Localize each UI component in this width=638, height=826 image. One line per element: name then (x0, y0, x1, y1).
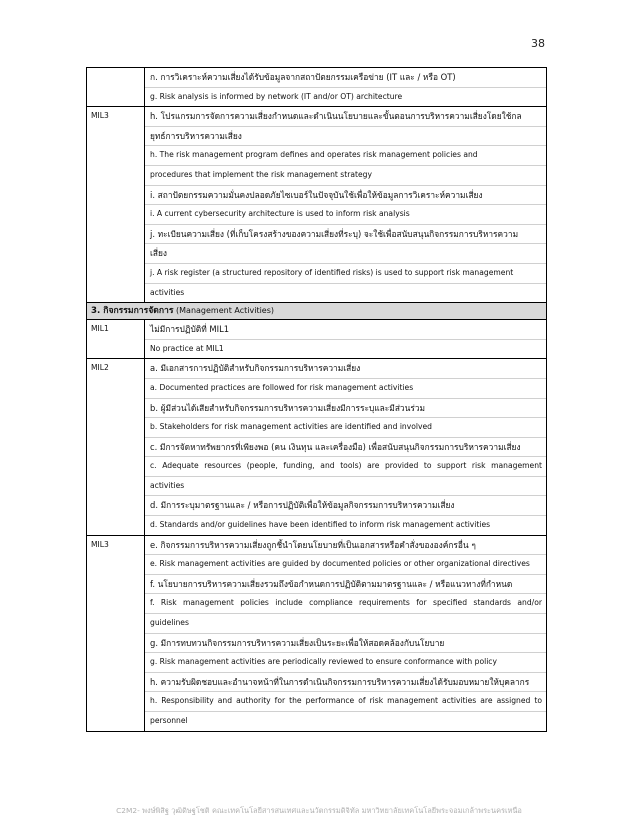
practice-line: personnel (150, 716, 188, 725)
practice-line: h. The risk management program defines and operates risk management policies and (145, 146, 546, 166)
practice-line: ไม่มีการปฏิบัติที่ MIL1 (145, 320, 546, 340)
practice-line: g. Risk analysis is informed by network (IT and/or OT) architecture (150, 91, 403, 101)
practice-line: b. Stakeholders for risk management activities are identified and involved (145, 418, 546, 438)
practice-line: ยุทธ์การบริหารความเสี่ยง (145, 127, 546, 147)
page-footer: C2M2- พงษ์พิสิฐ วุฒิดิษฐโชติ คณะเทคโนโลยีสารสนเทศและนวัตกรรมดิจิทัล มหาวิทยาลัยเทคโนโลยีพระจอมเกล้าพระนครเหนือ (116, 806, 522, 815)
practice-line: j. ทะเบียนความเสี่ยง (ที่เก็บโครงสร้างของความเสี่ยงที่ระบุ) จะใช้เพื่อสนับสนุนกิจกรรมการบริหารความ (145, 225, 546, 245)
section-title-en: (Management Activities) (176, 306, 275, 316)
practice-cell (145, 359, 547, 535)
mil-practice-table (86, 67, 547, 732)
practice-line: a. มีเอกสารการปฏิบัติสำหรับกิจกรรมการบริหารความเสี่ยง (145, 359, 546, 379)
page-number: 38 (531, 37, 545, 50)
practice-line: g. มีการทบทวนกิจกรรมการบริหารความเสี่ยงเป็นระยะเพื่อให้สอดคล้องกับนโยบาย (145, 634, 546, 654)
practice-line: c. Adequate resources (people, funding, and tools) are provided to support risk management (145, 457, 546, 477)
practice-line: h. โปรแกรมการจัดการความเสี่ยงกำหนดและดำเนินนโยบายและขั้นตอนการบริหารความเสี่ยงโดยใช้กล (145, 107, 546, 127)
level-cell: MIL1 (87, 320, 145, 359)
table-row (87, 320, 547, 359)
practice-line: ก. การวิเคราะห์ความเสี่ยงได้รับข้อมูลจากสถาปัตยกรรมเครือข่าย (IT และ / หรือ OT) (145, 68, 546, 88)
practice-line: d. Standards and/or guidelines have been identified to inform risk management activities (150, 520, 491, 530)
practice-line: d. มีการระบุมาตรฐานและ / หรือการปฏิบัติเพื่อให้ข้อมูลกิจกรรมการบริหารความเสี่ยง (145, 496, 546, 516)
practice-line: i. A current cybersecurity architecture is used to inform risk analysis (145, 205, 546, 225)
table-row (87, 359, 547, 535)
practice-line: guidelines (145, 614, 546, 634)
practice-cell (145, 320, 547, 359)
practice-line: i. สถาปัตยกรรมความมั่นคงปลอดภัยไซเบอร์ในปัจจุบันใช้เพื่อให้ข้อมูลการวิเคราะห์ความเสี่ยง (145, 186, 546, 206)
practice-line: g. Risk management activities are periodically reviewed to ensure conformance with policy (145, 653, 546, 673)
practice-line: activities (150, 287, 185, 297)
table-row (87, 107, 547, 303)
practice-cell (145, 68, 547, 107)
practice-line: No practice at MIL1 (150, 343, 224, 353)
section-header-row (87, 303, 547, 320)
practice-cell (145, 107, 547, 303)
practice-line: f. นโยบายการบริหารความเสี่ยงรวมถึงข้อกำหนดการปฏิบัติตามมาตรฐานและ / หรือแนวทางที่กำหนด (145, 575, 546, 595)
level-cell: MIL3 (87, 535, 145, 731)
section-header (87, 303, 547, 320)
level-cell (87, 68, 145, 107)
table-row (87, 535, 547, 731)
practice-line: h. Responsibility and authority for the performance of risk management activities are assigned to (145, 692, 546, 712)
practice-line: h. ความรับผิดชอบและอำนาจหน้าที่ในการดำเนินกิจกรรมการบริหารความเสี่ยงได้รับมอบหมายให้บุคลากร (145, 673, 546, 693)
table-row (87, 68, 547, 107)
practice-line: e. Risk management activities are guided by documented policies or other organizational directives (145, 555, 546, 575)
practice-line: j. A risk register (a structured repository of identified risks) is used to support risk management (145, 264, 546, 284)
practice-line: a. Documented practices are followed for risk management activities (145, 379, 546, 399)
level-cell: MIL2 (87, 359, 145, 535)
practice-line: procedures that implement the risk management strategy (145, 166, 546, 186)
practice-line: activities (145, 477, 546, 497)
level-cell: MIL3 (87, 107, 145, 303)
practice-cell (145, 535, 547, 731)
section-title-th: 3. กิจกรรมการจัดการ (91, 306, 174, 317)
practice-line: f. Risk management policies include compliance requirements for specified standards and/or (145, 594, 546, 614)
practice-line: เสี่ยง (145, 244, 546, 264)
practice-line: b. ผู้มีส่วนได้เสียสำหรับกิจกรรมการบริหารความเสี่ยงมีการระบุและมีส่วนร่วม (145, 399, 546, 419)
practice-line: e. กิจกรรมการบริหารความเสี่ยงถูกชี้นำโดยนโยบายที่เป็นเอกสารหรือคำสั่งขององค์กรอื่น ๆ (145, 536, 546, 556)
practice-line: c. มีการจัดหาทรัพยากรที่เพียงพอ (คน เงินทุน และเครื่องมือ) เพื่อสนับสนุนกิจกรรมการบริหารความเสี่ยง (145, 438, 546, 458)
